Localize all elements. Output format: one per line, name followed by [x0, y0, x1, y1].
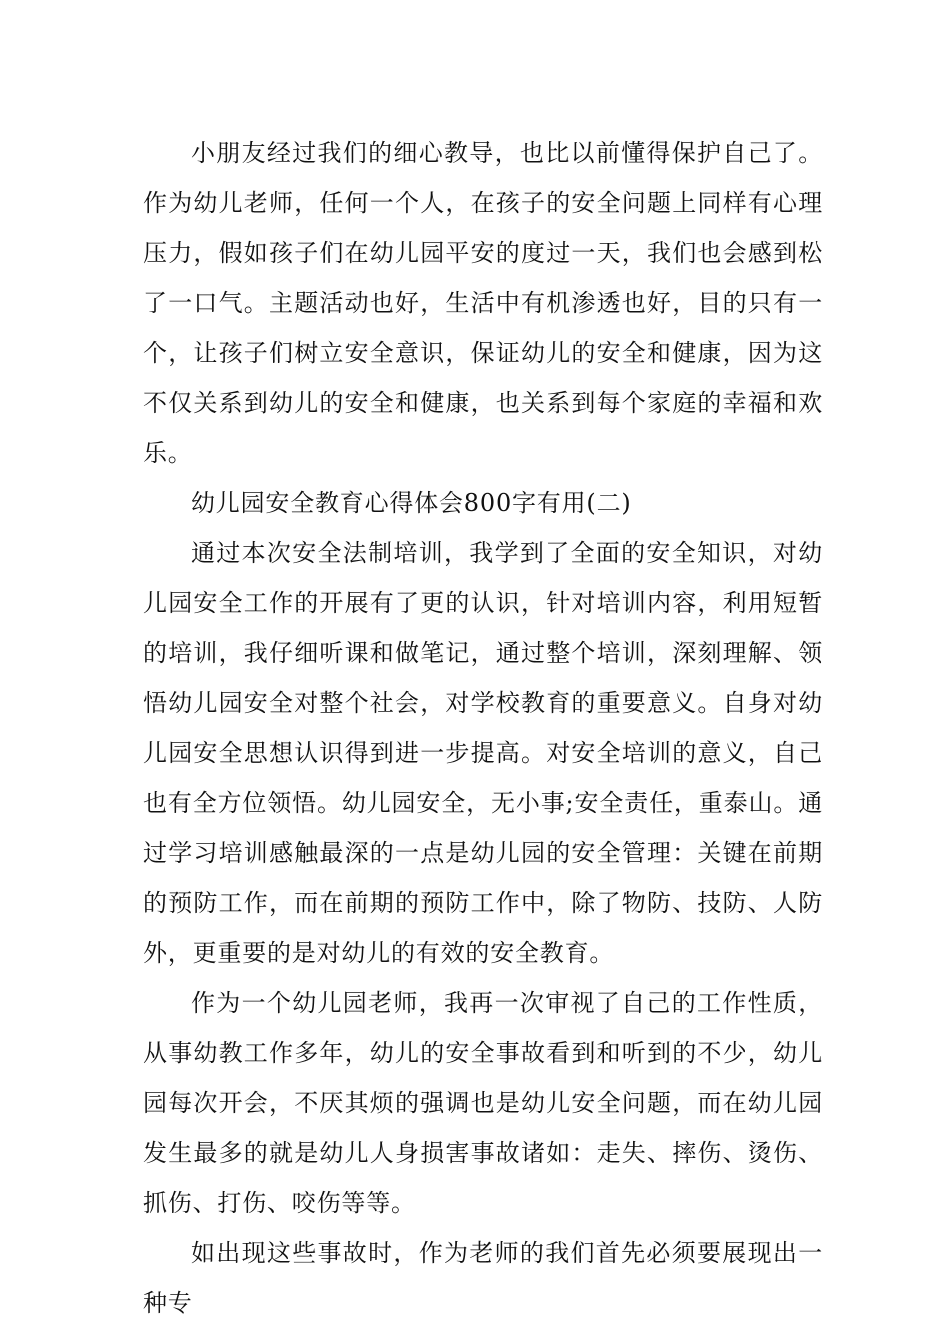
paragraph-training: 通过本次安全法制培训，我学到了全面的安全知识，对幼儿园安全工作的开展有了更的认识，针对培训内容，利用短暂的培训，我仔细听课和做笔记，通过整个培训，深刻理解、领悟幼儿园安全对整个社会，对学校教育的重要意义。自身对幼儿园安全思想认识得到进一步提高。对安全培训的意义，自己也有全方位领悟。幼儿园安全，无小事;安全责任，重泰山。通过学习培训感触最深的一点是幼儿园的安全管理：关键在前期的预防工作，而在前期的预防工作中，除了物防、技防、人防外，更重要的是对幼儿的有效的安全教育。 — [143, 539, 823, 967]
section-heading: 幼儿园安全教育心得体会800字有用(二) — [191, 489, 632, 517]
document-body — [143, 128, 823, 1328]
paragraph-accident-response: 如出现这些事故时，作为老师的我们首先必须要展现出一种专 — [143, 1239, 823, 1317]
paragraph-intro-safety: 小朋友经过我们的细心教导，也比以前懂得保护自己了。作为幼儿老师，任何一个人，在孩子的安全问题上同样有心理压力，假如孩子们在幼儿园平安的度过一天，我们也会感到松了一口气。主题活动也好，生活中有机渗透也好，目的只有一个，让孩子们树立安全意识，保证幼儿的安全和健康，因为这不仅关系到幼儿的安全和健康，也关系到每个家庭的幸福和欢乐。 — [143, 139, 823, 467]
paragraph-teacher-reflection: 作为一个幼儿园老师，我再一次审视了自己的工作性质，从事幼教工作多年，幼儿的安全事故看到和听到的不少，幼儿园每次开会，不厌其烦的强调也是幼儿安全问题，而在幼儿园发生最多的就是幼儿人身损害事故诸如：走失、摔伤、烫伤、抓伤、打伤、咬伤等等。 — [143, 989, 823, 1217]
